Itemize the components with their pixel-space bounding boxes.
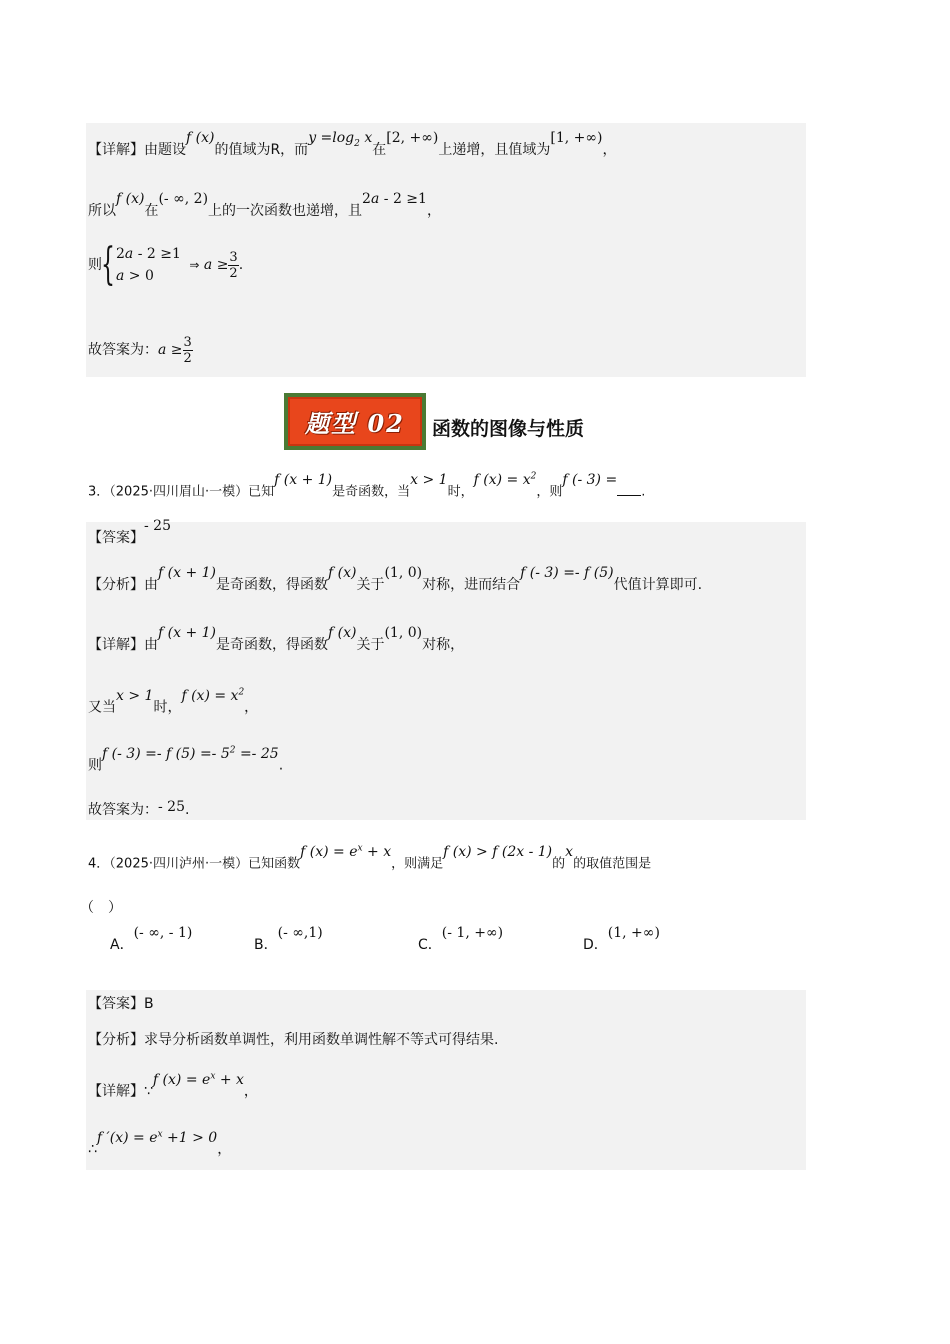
badge-inner xyxy=(288,397,422,446)
math-opt-a: (- ∞, - 1) xyxy=(133,925,193,941)
math-x: x xyxy=(565,843,574,860)
option-b[interactable]: B．(- ∞,1) xyxy=(254,925,323,953)
option-a[interactable]: A．(- ∞, - 1) xyxy=(110,925,193,953)
detail-line-3: 则{ 2a - 2 ≥1 a > 0 ⇒ a ≥ $\frac{3}{2}$ . xyxy=(88,239,244,290)
math-range: [1, +∞) xyxy=(550,130,603,146)
math-opt-b: (- ∞,1) xyxy=(277,925,323,941)
math-fx1-d: f (x + 1) xyxy=(158,625,216,641)
math-opt-d: (1, +∞) xyxy=(607,925,660,941)
answer-line-1: 故答案为：a ≥ $\frac{3}{2}$ xyxy=(88,334,192,366)
math-ineq: 2a - 2 ≥1 xyxy=(362,191,427,207)
math-x-gt-1-d: x > 1 xyxy=(116,687,154,704)
math-f-relation: f (- 3) =- f (5) xyxy=(520,565,614,581)
detail-line-1: 【详解】由题设f (x)的值域为R，而$y =\log_2$ x在[2, +∞)上递增，且值域为[1, +∞)， xyxy=(88,130,617,158)
fraction-3-2: $\frac{3}{2}$ xyxy=(229,249,238,281)
math-fx-exp: f $(x) = e^x + x$ xyxy=(300,843,392,860)
q3-answer: 【答案】- 25 xyxy=(88,518,171,546)
option-d[interactable]: D．(1, +∞) xyxy=(583,925,660,953)
math-f-neg3: f (- 3) = xyxy=(562,471,618,488)
q3-stem: 3．（2025·四川眉山·一模）已知f (x + 1)是奇函数，当x > 1时，f $(x) = x^2$，则f (- 3) =. xyxy=(88,471,646,500)
math-final-neg25: - 25 xyxy=(158,799,185,815)
math-x-gt-1: x > 1 xyxy=(410,471,448,488)
math-inequality: f (x) > f (2x - 1) xyxy=(443,843,553,860)
math-point: (1, 0) xyxy=(384,565,423,581)
badge-label: 题型 02 xyxy=(305,409,405,438)
answer-blank xyxy=(617,495,641,496)
math-fx1: f (x + 1) xyxy=(274,471,333,488)
math-point-d: (1, 0) xyxy=(384,625,423,641)
q4-therefore: ∴f $'(x) = e^x +1 > 0$， xyxy=(88,1129,232,1158)
math-interval: [2, +∞) xyxy=(386,130,439,146)
math-fx1-a: f (x + 1) xyxy=(158,565,216,581)
math-fx-sq: f $(x) = x^2$ xyxy=(181,687,245,704)
math-fx-2: f (x) xyxy=(116,191,145,207)
q4-stem: 4．（2025·四川泸州·一模）已知函数f $(x) = e^x + x$，则满足f (x) > f (2x - 1)的x的取值范围是 xyxy=(88,843,652,872)
q4-analysis: 【分析】求导分析函数单调性，利用函数单调性解不等式可得结果. xyxy=(88,1032,499,1048)
math-result: a ≥ xyxy=(203,257,229,273)
q3-analysis: 【分析】由f (x + 1)是奇函数，得函数f (x)关于(1, 0)对称，进而结合f (- 3) =- f (5)代值计算即可. xyxy=(88,565,703,593)
q3-also: 又当x > 1时，f $(x) = x^2$， xyxy=(88,687,259,716)
math-fx-a: f (x) xyxy=(328,565,357,581)
detail-line-2: 所以f (x)在(- ∞, 2)上的一次函数也递增，且2a - 2 ≥1， xyxy=(88,191,441,219)
math-fx-d: f (x) xyxy=(328,625,357,641)
option-c[interactable]: C．(- 1, +∞) xyxy=(418,925,504,953)
math-system: 2a - 2 ≥1 a > 0 xyxy=(116,246,181,284)
math-interval-2: (- ∞, 2) xyxy=(158,191,209,207)
q4-detail: 【详解】∵f $(x) = e^x + x$， xyxy=(88,1071,258,1100)
q3-final: 故答案为：- 25. xyxy=(88,799,190,818)
q4-paren: （ ） xyxy=(80,900,122,916)
section-title: 函数的图像与性质 xyxy=(432,418,585,440)
math-derivative: f $'(x) = e^x +1 > 0$ xyxy=(96,1129,218,1146)
q4-answer: 【答案】B xyxy=(88,996,154,1012)
math-opt-c: (- 1, +∞) xyxy=(441,925,504,941)
math-fx-eq: f $(x) = x^2$ xyxy=(473,471,537,488)
q3-detail: 【详解】由f (x + 1)是奇函数，得函数f (x)关于(1, 0)对称， xyxy=(88,625,465,653)
math-fx: f (x) xyxy=(186,130,215,146)
math-fx-exp-d: f $(x) = e^x + x$ xyxy=(152,1071,244,1088)
q3-then: 则f (- 3) =- f $(5) =- 5^2 =- 25$. xyxy=(88,745,284,774)
math-answer: a ≥ xyxy=(158,342,183,358)
math-computation: f (- 3) =- f $(5) =- 5^2 =- 25$ xyxy=(102,745,279,762)
section-badge xyxy=(284,393,426,450)
math-log: $y =\log_2$ x xyxy=(308,130,373,149)
math-neg25: - 25 xyxy=(144,518,171,534)
fraction-3-2-answer: $\frac{3}{2}$ xyxy=(183,334,192,366)
brace: { xyxy=(101,239,115,290)
